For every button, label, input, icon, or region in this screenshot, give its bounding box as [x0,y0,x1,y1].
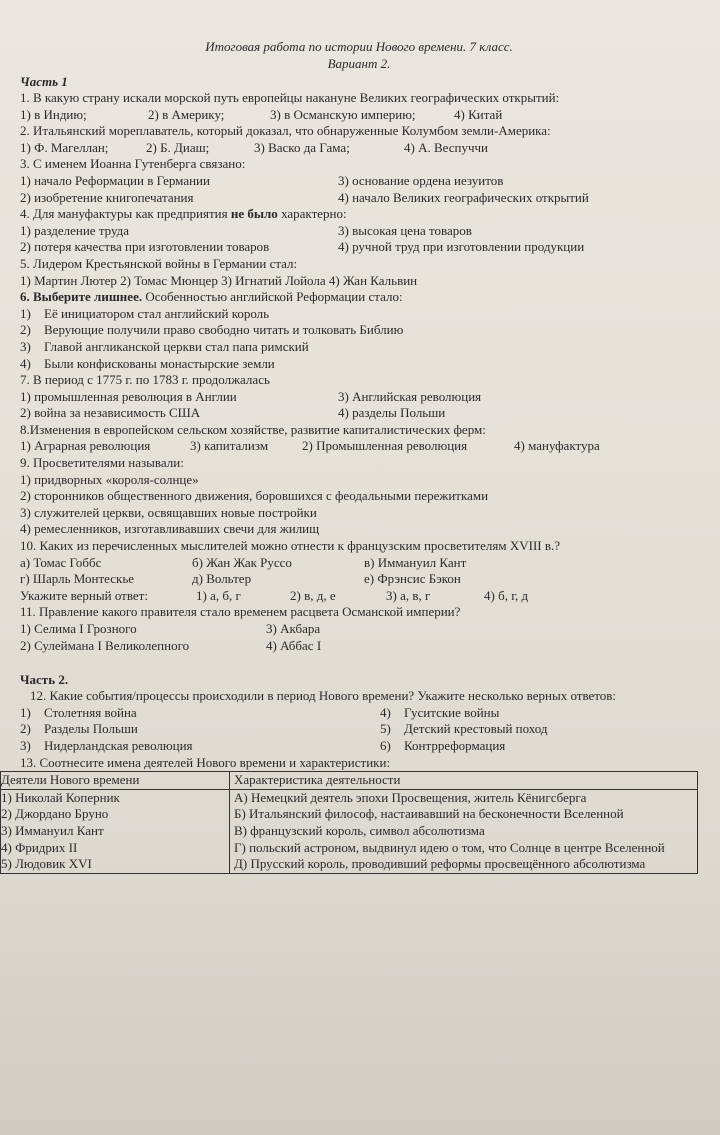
question-9: 9. Просветителями называли: [20,455,184,471]
person-item: 3) Иммануил Кант [1,822,104,838]
option [20,738,380,755]
answer-option: 3) а, в, г [386,587,431,603]
part1-label: Часть 1 [20,74,68,89]
question-11-options [20,621,698,654]
people-column [1,789,230,873]
descriptions-column [230,789,698,873]
question-5: 5. Лидером Крестьянской войны в Германии стал: [20,255,298,271]
option: 1) разделение труда [20,222,130,238]
question-10-answers [20,588,698,605]
description-item: В) французский король, символ абсолютизма [234,822,485,838]
question-1-options [20,107,698,124]
option-text: Столетняя война [44,704,137,720]
option: д) Вольтер [192,571,252,587]
option: 1) Селима I Грозного [20,621,137,636]
question-4-text-end: характерно: [277,206,347,222]
option-number: 1) [20,305,31,321]
question-1: 1. В какую страну искали морской путь европейцы накануне Великих географических открытий: [20,90,560,105]
option [380,705,698,722]
question-6 [20,289,698,306]
option: 1) Ф. Магеллан; [20,139,109,155]
description-item: Г) польский астроном, выдвинул идею о том, что Солнце в центре Вселенной [234,839,665,855]
person-item: 4) Фридрих II [1,839,78,855]
option: 4) начало Великих географических открытий [338,189,589,205]
option: 1) промышленная революция в Англии [20,388,237,404]
option: 2) потеря качества при изготовлении товаров [20,239,270,255]
question-12: 12. Какие события/процессы происходили в период Нового времени? Укажите несколько верных ответов: [30,688,617,704]
answer-option: 4) б, г, д [484,587,529,603]
option: а) Томас Гоббс [20,554,102,570]
option-number: 5) [380,721,391,737]
question-6-text: Особенностью английской Реформации стало: [142,289,403,305]
option: б) Жан Жак Руссо [192,554,292,570]
question-12-options [20,705,698,755]
table-header-descriptions: Характеристика деятельности [230,772,698,790]
option-text: Гуситские войны [404,704,500,720]
option-number: 2) [20,322,31,338]
option: 2) Промышленная революция [302,438,468,454]
option: 3) в Османскую империю; [270,106,416,122]
option-number: 4) [20,355,31,371]
option: 3) Васко да Гама; [254,139,350,155]
option: 1) в Индию; [20,106,87,122]
question-2: 2. Итальянский мореплаватель, который доказал, что обнаруженные Колумбом земли-Америка: [20,123,551,139]
option: в) Иммануил Кант [364,554,467,570]
person-item: 5) Людовик XVI [1,856,92,872]
option: Её инициатором стал английский король [44,305,270,321]
matching-table [0,771,698,874]
option: 3) Английская революция [338,388,482,404]
option-number: 3) [20,737,31,753]
option: Были конфискованы монастырские земли [44,355,275,371]
option: 3) основание ордена иезуитов [338,172,504,188]
option: 1) Аграрная революция [20,438,151,454]
option: 2) Сулеймана I Великолепного [20,637,190,653]
question-13: 13. Соотнесите имена деятелей Нового времени и характеристики: [20,754,391,770]
option: 2) война за независимость США [20,405,201,421]
question-10: 10. Каких из перечисленных мыслителей можно отнести к французским просветителям XVIII в.? [20,538,561,554]
option: 4) разделы Польши [338,405,446,421]
option [20,721,380,738]
description-item: А) Немецкий деятель эпохи Просвещения, житель Кёнигсберга [234,789,587,805]
option: е) Фрэнсис Бэкон [364,571,461,587]
option: 3) служителей церкви, освящавших новые постройки [20,504,317,520]
question-3: 3. С именем Иоанна Гутенберга связано: [20,156,246,172]
option-text: Контрреформация [404,737,506,753]
option: 2) изобретение книгопечатания [20,189,194,205]
option: Главой англиканской церкви стал папа римский [44,338,309,354]
option-text: Нидерландская революция [44,737,193,753]
description-item: Д) Прусский король, проводивший реформы просвещённого абсолютизма [234,856,646,872]
question-10-options [20,555,698,588]
option-number: 1) [20,704,31,720]
worksheet-title: Итоговая работа по истории Нового времени. 7 класс. [205,39,513,54]
question-4-text: 4. Для мануфактуры как предприятия [20,206,231,222]
question-6-options [20,306,698,372]
answer-prompt: Укажите верный ответ: [20,587,148,603]
question-6-emphasis: 6. Выберите лишнее. [20,289,143,305]
variant-label: Вариант 2. [327,56,391,71]
option: 1) начало Реформации в Германии [20,172,210,188]
person-item: 2) Джордано Бруно [1,806,109,822]
option: Верующие получили право свободно читать и толковать Библию [44,322,404,338]
option: 2) в Америку; [148,106,225,122]
option-number: 6) [380,737,391,753]
option-number: 3) [20,338,31,354]
option: 4) ремесленников, изготавливавших свечи для жилищ [20,521,320,537]
question-7-options [20,389,698,422]
question-8-options [20,438,698,455]
answer-option: 2) в, д, е [290,587,336,603]
question-4-emphasis: не было [230,206,278,222]
question-4-options [20,223,698,256]
answer-option: 1) а, б, г [196,587,241,603]
option: 3) капитализм [190,438,269,454]
question-4 [20,206,698,223]
option: 3) высокая цена товаров [338,222,472,238]
option: 2) сторонников общественного движения, боровшихся с феодальными пережитками [20,488,489,504]
option [20,705,380,722]
question-3-options [20,173,698,206]
option-text: Детский крестовый поход [404,721,548,737]
option-text: Разделы Польши [44,721,138,737]
table-header-people: Деятели Нового времени [1,772,230,790]
option: 2) Б. Диаш; [146,139,210,155]
option: 3) Акбара [266,621,321,636]
question-5-options: 1) Мартин Лютер 2) Томас Мюнцер 3) Игнатий Лойола 4) Жан Кальвин [20,272,418,288]
option: 4) мануфактура [514,438,600,454]
option: 1) придворных «короля-солнце» [20,471,199,487]
person-item: 1) Николай Коперник [1,789,120,805]
option-number: 4) [380,704,391,720]
question-11: 11. Правление какого правителя стало временем расцвета Османской империи? [20,604,461,620]
question-2-options [20,140,698,157]
question-8: 8.Изменения в европейском сельском хозяйстве, развитие капиталистических ферм: [20,421,486,437]
option: г) Шарль Монтескье [20,571,135,587]
option: 4) Китай [454,106,503,122]
option-number: 2) [20,721,31,737]
option [380,738,698,755]
option: 4) А. Веспуччи [404,139,488,155]
option: 4) Аббас I [266,637,322,653]
part2-label: Часть 2. [20,672,69,688]
option: 4) ручной труд при изготовлении продукции [338,239,585,255]
question-7: 7. В период с 1775 г. по 1783 г. продолжалась [20,372,270,388]
description-item: Б) Итальянский философ, настаивавший на бесконечности Вселенной [234,806,624,822]
option [380,721,698,738]
